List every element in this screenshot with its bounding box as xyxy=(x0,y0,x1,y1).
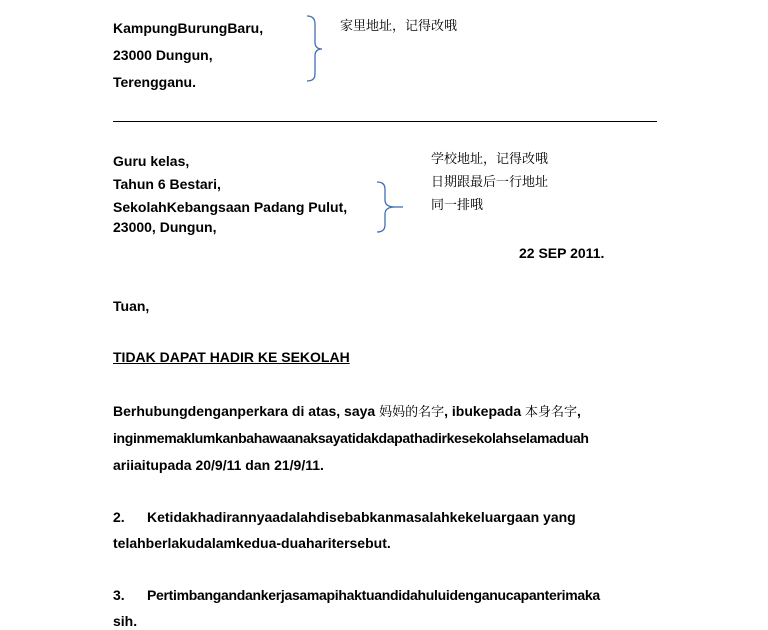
mother-name-note: 妈妈的名字 xyxy=(379,405,445,420)
recipient-address-line3: SekolahKebangsaan Padang Pulut, xyxy=(113,199,348,215)
recipient-note-line1: 学校地址，记得改哦 xyxy=(431,152,549,167)
sender-address-line1: KampungBurungBaru, xyxy=(113,20,264,36)
paragraph1-text-a: Berhubungdenganperkara di atas, saya xyxy=(113,403,380,419)
sender-address-line2: 23000 Dungun, xyxy=(113,47,213,63)
sender-brace-icon xyxy=(305,14,325,84)
sender-address-note: 家里地址，记得改哦 xyxy=(340,19,458,34)
recipient-note-line2: 日期跟最后一行地址 xyxy=(431,175,549,190)
paragraph2-line2: telahberlakudalamkedua-duaharitersebut. xyxy=(113,535,391,551)
recipient-address-line1: Guru kelas, xyxy=(113,153,190,169)
paragraph1-line2: inginmemaklumkanbahawaanaksayatidakdapathadirkesekolahselamaduah xyxy=(113,430,589,446)
paragraph1-line1 xyxy=(113,402,581,422)
divider-line xyxy=(113,121,657,122)
paragraph3-line2: sih. xyxy=(113,613,138,629)
paragraph2-text: Ketidakhadirannyaadalahdisebabkanmasalahkekeluargaan yang xyxy=(147,509,576,525)
paragraph3-text: Pertimbangandankerjasamapihaktuandidahuluidenganucapanterimaka xyxy=(147,587,600,603)
paragraph2-number: 2. xyxy=(113,509,125,525)
salutation: Tuan, xyxy=(113,298,150,314)
paragraph3-line1 xyxy=(113,586,600,604)
recipient-brace-icon xyxy=(375,180,405,236)
recipient-note-line3: 同一排哦 xyxy=(431,198,484,213)
paragraph1-text-b: , ibukepada xyxy=(444,403,526,419)
recipient-address-line4: 23000, Dungun, xyxy=(113,219,217,235)
paragraph1-line3: ariiaitupada 20/9/11 dan 21/9/11. xyxy=(113,457,324,473)
own-name-note: 本身名字 xyxy=(525,405,578,420)
paragraph1-text-c: , xyxy=(577,403,581,419)
letter-date: 22 SEP 2011. xyxy=(519,245,605,261)
sender-address-line3: Terengganu. xyxy=(113,74,196,90)
paragraph2-line1 xyxy=(113,508,576,526)
paragraph3-number: 3. xyxy=(113,587,125,603)
letter-subject: TIDAK DAPAT HADIR KE SEKOLAH xyxy=(113,349,350,365)
recipient-address-line2: Tahun 6 Bestari, xyxy=(113,176,221,192)
